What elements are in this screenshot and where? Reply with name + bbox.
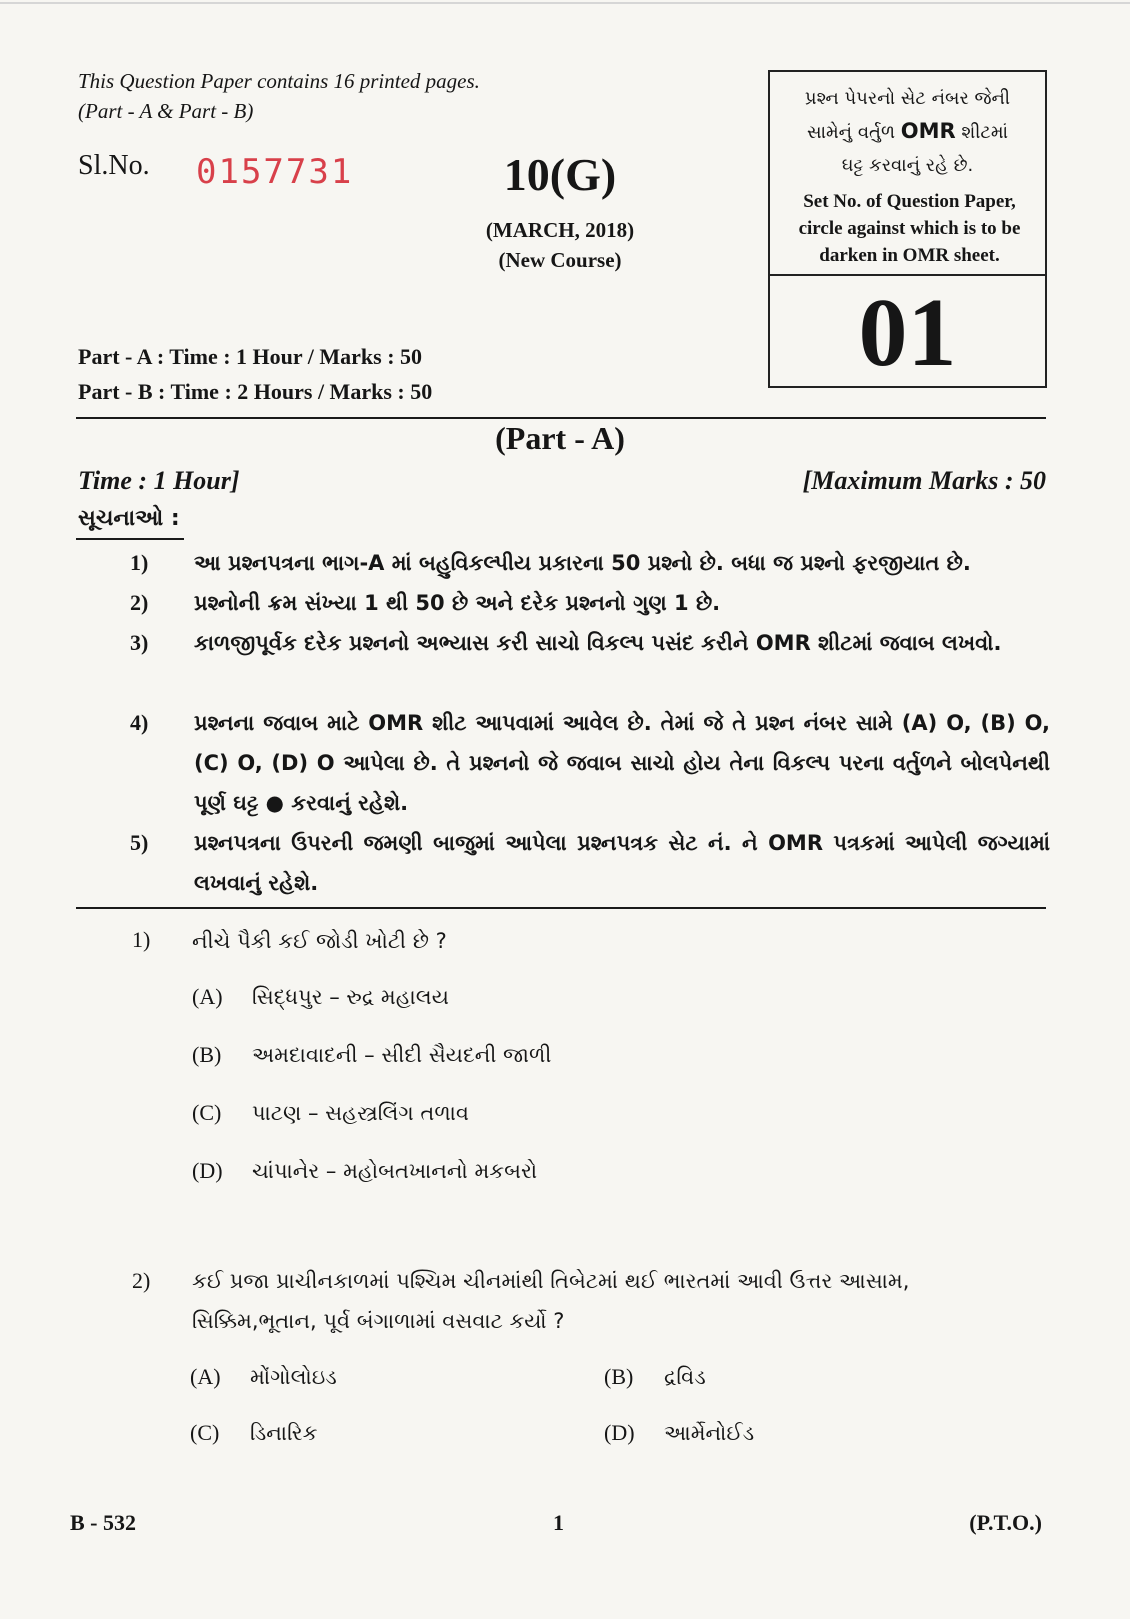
timing-part-b: Part - B : Time : 2 Hours / Marks : 50 [78,379,433,404]
scan-edge-line [0,2,1130,4]
instruction-number: 2) [130,590,149,615]
set-box-english-note [772,188,1047,269]
serial-number-value: 0157731 [196,152,354,192]
part-heading: (Part - A) [495,420,625,456]
instruction-item [130,823,1050,903]
set-box-gujarati-line2-post: શીટમાં [955,122,1008,143]
question-option [190,1420,318,1446]
instructions-underline [76,538,184,540]
course-label: (New Course) [498,248,622,272]
option-text: ડિનારિક [250,1421,318,1445]
set-number-box [768,70,1047,388]
header-rule [76,417,1046,419]
question-text: કઈ પ્રજા પ્રાચીનકાળમાં પશ્ચિમ ચીનમાંથી તિબેટમાં થઈ ભારતમાં આવી ઉત્તર આસામ, સિક્કિમ,ભૂતાન, પૂર્વ બંગાળામાં વસવાટ કર્યો ? [192,1269,910,1333]
set-box-gujarati-line2 [770,115,1045,149]
time-label: Time : 1 Hour] [78,466,240,495]
option-text: મોંગોલોઇડ [250,1365,337,1389]
instruction-text: પ્રશ્નના જવાબ માટે OMR શીટ આપવામાં આવેલ છે. તેમાં જે તે પ્રશ્ન નંબર સામે (A) O, (B) O, (C) O, (D) O આપેલા છે. તે પ્રશ્નનો જે જવાબ સાચો હોય તેના વિકલ્પ પરના વર્તુળને બોલપેનથી પૂર્ણ ઘટ્ટ ● કરવાનું રહેશે. [194,711,1050,815]
question-option [604,1364,706,1390]
instruction-item [130,543,1050,583]
instruction-item [130,703,1050,823]
option-text: દ્રવિડ [664,1365,706,1389]
pages-note-line2: (Part - A & Part - B) [78,99,254,123]
serial-number-label: Sl.No. [78,150,150,181]
option-text: અમદાવાદની – સીદી સૈયદની જાળી [252,1043,552,1067]
option-letter: (B) [604,1364,634,1389]
page-number: 1 [553,1510,564,1535]
question-option [192,1100,469,1126]
booklet-code: B - 532 [70,1510,136,1535]
instruction-text: કાળજીપૂર્વક દરેક પ્રશ્નનો અભ્યાસ કરી સાચો વિકલ્પ પસંદ કરીને OMR શીટમાં જવાબ લખવો. [194,631,1002,655]
instructions-rule [76,907,1046,909]
timing-info [78,339,432,409]
option-letter: (A) [190,1364,221,1389]
option-letter: (C) [192,1100,222,1125]
option-letter: (C) [190,1420,220,1445]
question-option [192,984,449,1010]
set-box-gujarati-line3: ઘટ્ટ કરવાનું રહે છે. [841,155,974,176]
set-number: 01 [858,279,957,387]
question-option [604,1420,754,1446]
option-text: સિદ્ધપુર – રુદ્ર મહાલય [252,985,449,1009]
instruction-number: 5) [130,830,149,855]
option-letter: (B) [192,1042,222,1067]
set-box-gujarati-line2-pre: સામેનું વર્તુળ [806,122,901,143]
set-box-english-line3: darken in OMR sheet. [819,245,1000,266]
set-box-gujarati-line1: પ્રશ્ન પેપરનો સેટ નંબર જેની [804,88,1011,109]
exam-date: (MARCH, 2018) [485,218,635,242]
question-number: 1) [132,927,151,952]
paper-code: 10(G) [503,149,617,200]
max-marks-label: [Maximum Marks : 50 [802,466,1046,495]
option-text: ચાંપાનેર – મહોબતખાનનો મકબરો [252,1159,538,1183]
question-option [190,1364,337,1390]
option-text: આર્મેનોઈડ [664,1421,755,1445]
question-option [192,1158,537,1184]
option-letter: (A) [192,984,223,1009]
instruction-item [130,583,1050,623]
instruction-number: 4) [130,710,149,735]
instruction-text: પ્રશ્નોની ક્રમ સંખ્યા 1 થી 50 છે અને દરેક પ્રશ્નનો ગુણ 1 છે. [194,591,721,615]
question-option [192,1042,551,1068]
set-box-divider [770,274,1045,276]
instruction-item [130,623,1050,663]
instructions-label: સૂચનાઓ : [78,506,180,531]
option-text: પાટણ – સહસ્ત્રલિંગ તળાવ [252,1101,469,1125]
option-letter: (D) [192,1158,223,1183]
instruction-text: આ પ્રશ્નપત્રના ભાગ-A માં બહુવિકલ્પીય પ્રકારના 50 પ્રશ્નો છે. બધા જ પ્રશ્નો ફરજીયાત છે. [194,551,971,575]
instruction-number: 1) [130,550,149,575]
set-box-gujarati-note [770,82,1045,182]
question-text: નીચે પૈકી કઈ જોડી ખોટી છે ? [192,929,447,953]
set-box-english-line1: Set No. of Question Paper, [803,191,1016,212]
question-number: 2) [132,1268,151,1293]
timing-part-a: Part - A : Time : 1 Hour / Marks : 50 [78,344,423,369]
option-letter: (D) [604,1420,635,1445]
exam-info [440,215,680,275]
pages-note-line1: This Question Paper contains 16 printed pages. [78,69,480,93]
instruction-text: પ્રશ્નપત્રના ઉપરની જમણી બાજુમાં આપેલા પ્રશ્નપત્રક સેટ નં. ને OMR પત્રકમાં આપેલી જગ્યામાં લખવાનું રહેશે. [194,831,1050,895]
instruction-number: 3) [130,630,149,655]
please-turn-over: (P.T.O.) [969,1510,1042,1535]
set-box-omr-bold: OMR [900,119,956,143]
pages-note [78,66,480,126]
set-box-english-line2: circle against which is to be [798,218,1021,239]
